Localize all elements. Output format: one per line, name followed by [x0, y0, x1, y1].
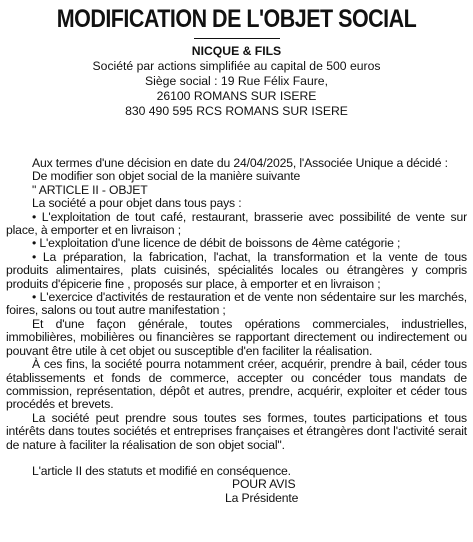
signatory: La Présidente	[225, 490, 299, 505]
title-divider	[194, 38, 280, 39]
company-address-line1: Siège social : 19 Rue Félix Faure,	[145, 74, 328, 88]
company-header	[6, 44, 467, 119]
intro-modify: De modifier son objet social de la manière suivante	[32, 169, 301, 184]
company-legal-form: Société par actions simplifiée au capital de 500 euros	[92, 59, 381, 73]
company-name: NICQUE & FILS	[191, 44, 282, 58]
object-item-1: • L'exploitation de tout café, restaurant, brasserie avec possibilité de vente sur place, à emporter et en livraison ;	[6, 209, 467, 238]
company-rcs: 830 490 595 RCS ROMANS SUR ISERE	[125, 104, 348, 118]
purposes-clause: À ces fins, la société pourra notamment créer, acquérir, prendre à bail, céder tous établissements et fonds de commerce, accepter ou concéder tous mandats de commission, représentation, dépôt et autres, prendre, acquérir, exploiter et céder tous procédés et brevets.	[6, 357, 467, 412]
general-clause: Et d'une façon générale, toutes opérations commerciales, industrielles, immobilières, mobilières ou financières se rapportant directement ou indirectement ou pouvant être utile à cet objet ou susceptible d'en faciliter la réalisation.	[6, 316, 467, 358]
object-item-2: • L'exploitation d'une licence de débit de boissons de 4ème catégorie ;	[32, 236, 401, 251]
participations-clause: La société peut prendre sous toutes ses formes, toutes participations et tous intérêts dans toutes sociétés et entreprises françaises et étrangères dont l'activité serait de nature à faciliter la réalisation de son objet social".	[6, 410, 467, 452]
object-intro: La société a pour objet dans tous pays :	[32, 196, 242, 211]
closing-statement: L'article II des statuts et modifié en conséquence.	[32, 463, 291, 478]
article-heading: " ARTICLE II - OBJET	[32, 182, 148, 197]
object-item-4: • L'exercice d'activités de restauration et de vente non sédentaire sur les marchés, foires, salons ou tout autre manifestation ;	[6, 290, 467, 318]
pour-avis: POUR AVIS	[232, 477, 296, 492]
spacer	[6, 452, 467, 465]
intro-decision: Aux termes d'une décision en date du 24/04/2025, l'Associée Unique a décidé :	[32, 156, 448, 170]
notice-title: MODIFICATION DE L'OBJET SOCIAL	[56, 5, 417, 33]
object-item-3: • La préparation, la fabrication, l'achat, la transformation et la vente de tous produits alimentaires, plats cuisinés, spécialités locales ou étrangères y compris produits d'épicerie fine , proposés sur place, à emporter et en livraison ;	[6, 249, 467, 291]
notice-body	[6, 157, 467, 505]
company-address-line2: 26100 ROMANS SUR ISERE	[156, 89, 317, 103]
